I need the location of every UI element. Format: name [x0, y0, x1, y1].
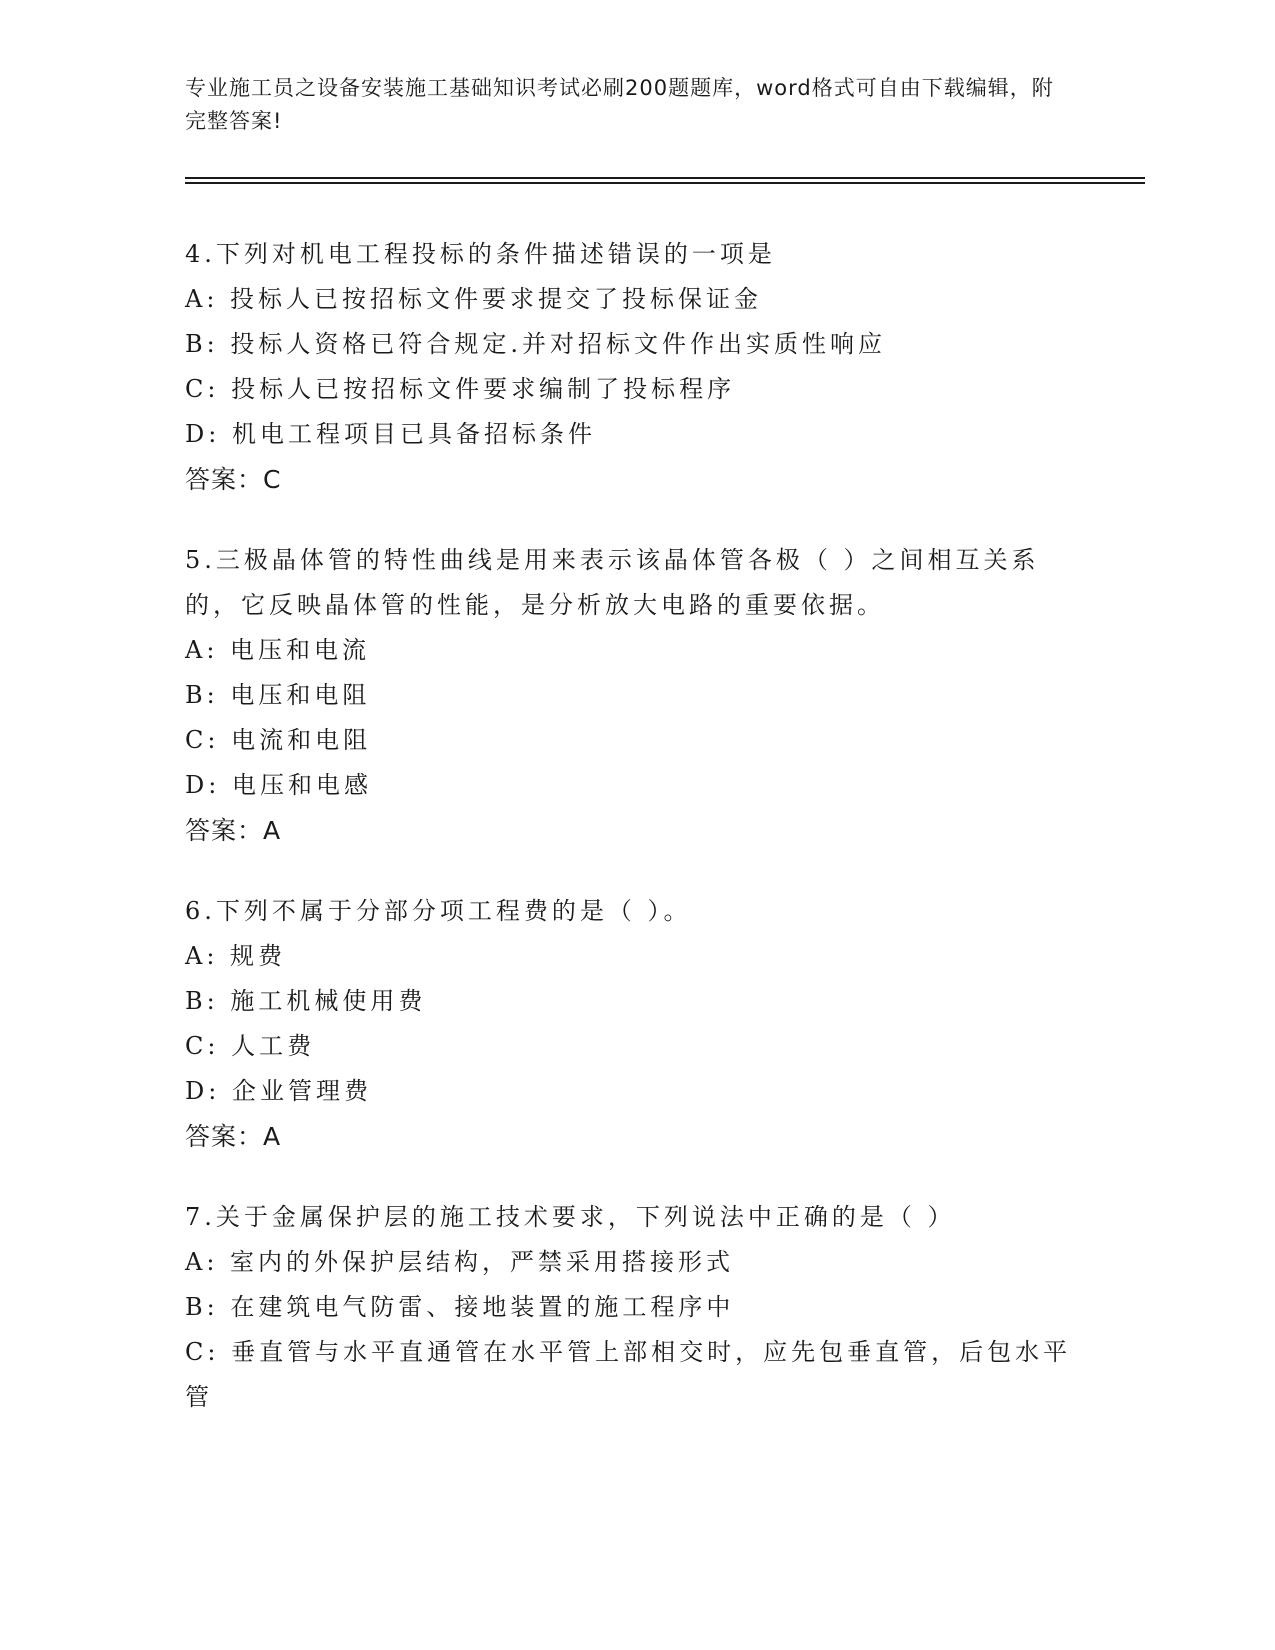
option-a: A: 投标人已按招标文件要求提交了投标保证金 [185, 285, 763, 313]
option-a: A: 规费 [185, 942, 287, 970]
option-b: B: 投标人资格已符合规定.并对招标文件作出实质性响应 [185, 330, 886, 358]
option-d: D: 电压和电感 [185, 771, 372, 799]
option-a: A: 电压和电流 [185, 636, 371, 664]
question-stem: 5.三极晶体管的特性曲线是用来表示该晶体管各极（ ）之间相互关系的，它反映晶体管的性能，是分析放大电路的重要依据。 [185, 546, 1040, 619]
header-rule-top [185, 177, 1145, 179]
question-stem: 4.下列对机电工程投标的条件描述错误的一项是 [185, 240, 776, 268]
option-b: B: 施工机械使用费 [185, 987, 427, 1015]
option-a: A: 室内的外保护层结构，严禁采用搭接形式 [185, 1248, 735, 1276]
option-b: B: 电压和电阻 [185, 681, 371, 709]
option-c: C: 电流和电阻 [185, 726, 372, 754]
option-d: D: 企业管理费 [185, 1077, 372, 1105]
option-b: B: 在建筑电气防雷、接地装置的施工程序中 [185, 1293, 735, 1321]
question-5 [185, 538, 1085, 853]
question-list [185, 232, 1085, 1456]
answer-label: 答案：C [185, 465, 282, 494]
option-c: C: 垂直管与水平直通管在水平管上部相交时，应先包垂直管，后包水平管 [185, 1338, 1072, 1411]
option-d: D: 机电工程项目已具备招标条件 [185, 420, 596, 448]
document-header: 专业施工员之设备安装施工基础知识考试必刷200题题库，word格式可自由下载编辑，附完整答案! [185, 76, 1054, 133]
question-stem: 6.下列不属于分部分项工程费的是（ ）。 [185, 897, 692, 925]
question-4 [185, 232, 1085, 502]
answer-label: 答案：A [185, 1122, 282, 1151]
header-rule-bottom [185, 182, 1145, 184]
question-stem: 7.关于金属保护层的施工技术要求，下列说法中正确的是（ ） [185, 1203, 956, 1231]
question-7 [185, 1195, 1085, 1420]
question-6 [185, 889, 1085, 1159]
option-c: C: 人工费 [185, 1032, 316, 1060]
answer-label: 答案：A [185, 816, 282, 845]
option-c: C: 投标人已按招标文件要求编制了投标程序 [185, 375, 736, 403]
